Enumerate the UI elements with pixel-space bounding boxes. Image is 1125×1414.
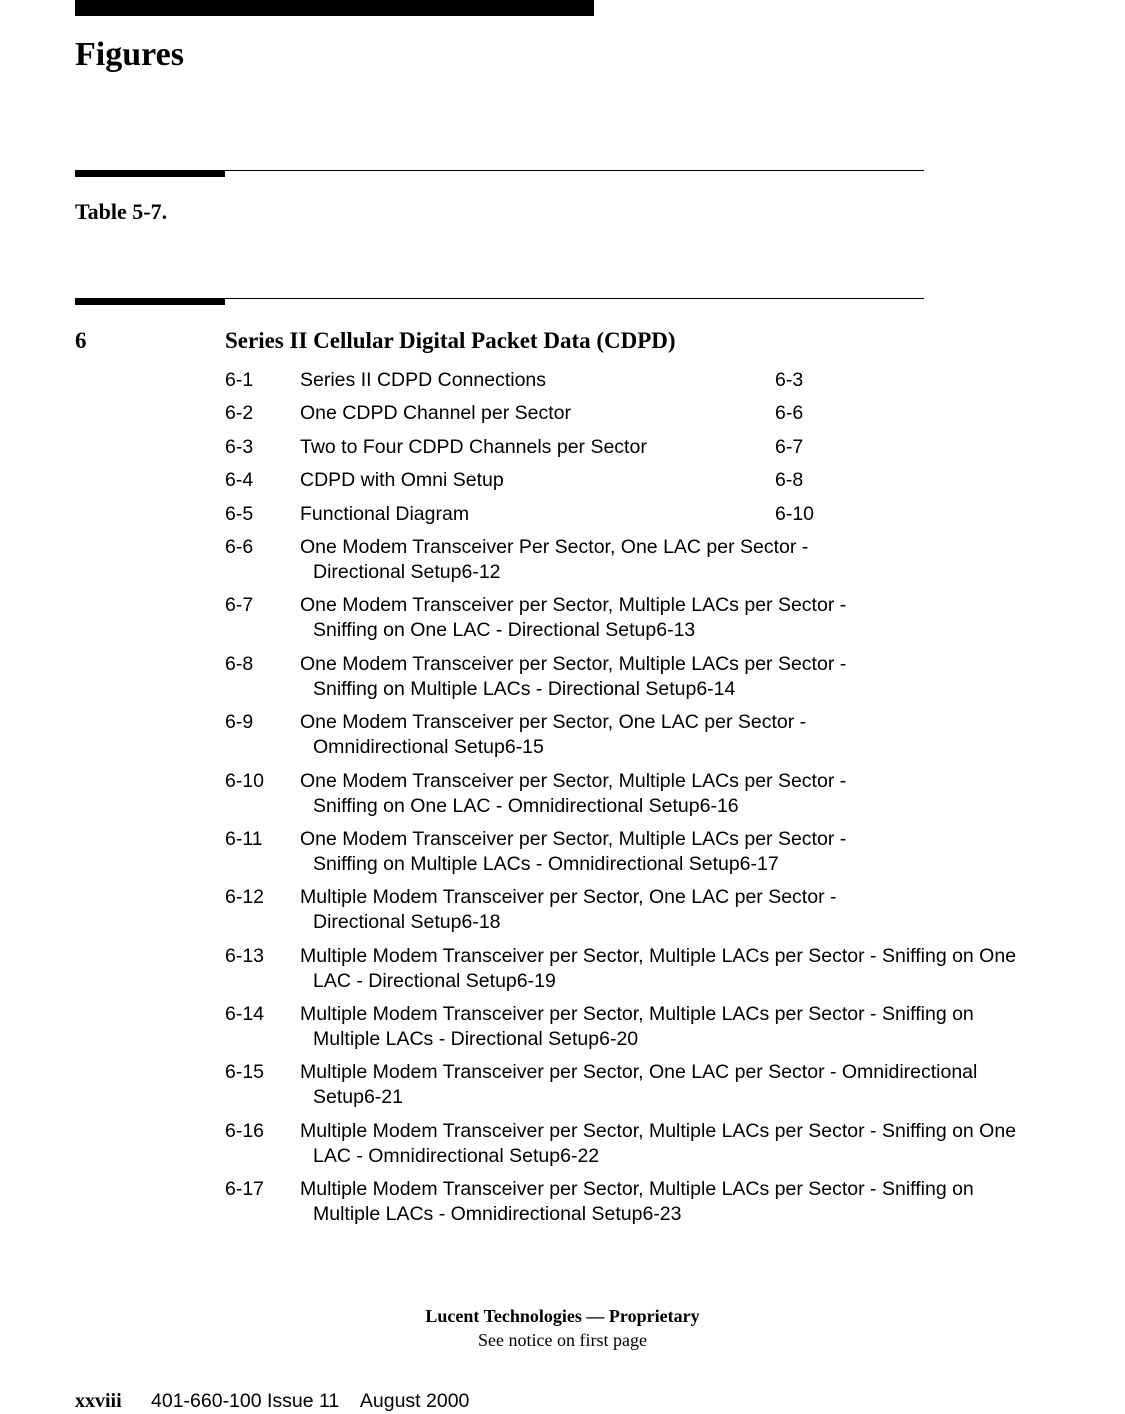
figure-title: Multiple Modem Transceiver per Sector, Multiple LACs per Sector - Sniffing on One [300,1119,1017,1142]
figure-entry [225,1119,1105,1177]
header-bar [75,0,594,16]
figure-number: 6-13 [225,944,265,967]
figure-number: 6-12 [225,886,265,909]
figure-title: Multiple Modem Transceiver per Sector, Multiple LACs per Sector - Sniffing on One [300,944,1017,967]
figure-title-continued: Sniffing on Multiple LACs - Directional Setup6-14 [313,677,736,700]
figure-entry [225,401,1105,434]
figure-entry [225,827,1105,885]
figure-entry [225,769,1105,827]
figure-entry [225,593,1105,651]
figure-title-continued: Setup6-21 [313,1086,403,1109]
figure-number: 6-10 [225,769,265,792]
footer-page-number: xxviii [75,1390,122,1412]
figure-entry [225,1060,1105,1118]
figure-title: One Modem Transceiver per Sector, Multiple LACs per Sector - [300,827,847,850]
chapter-rule-thin [225,298,924,299]
figure-page-ref: 6-8 [775,469,804,492]
figure-entry [225,502,1105,535]
figure-title-continued: Multiple LACs - Directional Setup6-20 [313,1028,639,1051]
figure-number: 6-11 [225,827,263,850]
figure-number: 6-8 [225,652,254,675]
figure-title-continued: Directional Setup6-18 [313,911,501,934]
figure-entry [225,435,1105,468]
figure-page-ref: 6-3 [775,369,804,391]
figure-entry [225,368,1105,401]
footer-company: Lucent Technologies — Proprietary [425,1306,700,1326]
figure-number: 6-7 [225,594,254,617]
figure-title: One Modem Transceiver per Sector, One LAC per Sector - [300,711,807,734]
figure-page-ref: 6-7 [775,435,804,458]
figure-entry [225,1002,1105,1060]
figure-title: One Modem Transceiver per Sector, Multiple LACs per Sector - [300,769,847,792]
figure-entry [225,652,1105,710]
figure-title: Series II CDPD Connections [300,369,547,391]
figure-number: 6-3 [225,435,254,458]
chapter-title: Series II Cellular Digital Packet Data (CDPD) [225,328,676,353]
figure-entry [225,468,1105,501]
figure-title: Two to Four CDPD Channels per Sector [300,435,647,458]
figure-title-continued: Sniffing on One LAC - Omnidirectional Setup6-16 [313,794,739,817]
figure-title-continued: Directional Setup6-12 [313,560,501,583]
figure-title: Multiple Modem Transceiver per Sector, Multiple LACs per Sector - Sniffing on [300,1003,974,1026]
page-heading: Figures [75,36,184,73]
section-rule-thin [225,170,924,171]
figure-entry [225,1177,1105,1235]
figure-title-continued: LAC - Omnidirectional Setup6-22 [313,1144,600,1167]
table-label: Table 5-7. [75,199,168,224]
figure-title-continued: Sniffing on One LAC - Directional Setup6-13 [313,619,696,642]
figure-title: Multiple Modem Transceiver per Sector, One LAC per Sector - Omnidirectional [300,1061,978,1084]
figure-title: Multiple Modem Transceiver per Sector, Multiple LACs per Sector - Sniffing on [300,1178,974,1201]
figure-title-continued: Multiple LACs - Omnidirectional Setup6-23 [313,1203,682,1226]
figure-number: 6-15 [225,1061,265,1084]
figure-number: 6-17 [225,1178,265,1201]
figure-number: 6-5 [225,502,254,525]
figure-page-ref: 6-10 [775,502,815,525]
figure-entry [225,535,1105,593]
figure-title: Functional Diagram [300,502,470,525]
figure-number: 6-14 [225,1003,265,1026]
figure-list [225,368,1105,1236]
figure-number: 6-6 [225,535,254,558]
footer-notice: See notice on first page [478,1330,647,1350]
figure-entry [225,944,1105,1002]
figure-number: 6-16 [225,1119,265,1142]
figure-title-continued: LAC - Directional Setup6-19 [313,969,556,992]
chapter-rule-thick [75,298,225,305]
figure-page-ref: 6-6 [775,402,804,425]
figure-title: One Modem Transceiver per Sector, Multiple LACs per Sector - [300,652,847,675]
figure-number: 6-4 [225,469,254,492]
chapter-number: 6 [75,328,87,353]
figure-title: One CDPD Channel per Sector [300,402,571,425]
figure-title: Multiple Modem Transceiver per Sector, One LAC per Sector - [300,886,837,909]
figure-title: CDPD with Omni Setup [300,469,504,492]
figure-entry [225,710,1105,768]
figure-title-continued: Sniffing on Multiple LACs - Omnidirectional Setup6-17 [313,852,779,875]
figure-number: 6-2 [225,402,254,425]
figure-number: 6-9 [225,711,254,734]
figure-number: 6-1 [225,369,254,391]
figure-entry [225,885,1105,943]
figure-title: One Modem Transceiver per Sector, Multiple LACs per Sector - [300,594,847,617]
figure-title: One Modem Transceiver Per Sector, One LAC per Sector - [300,535,809,558]
figure-title-continued: Omnidirectional Setup6-15 [313,736,544,759]
section-rule-thick [75,170,225,177]
footer-doc-info: 401-660-100 Issue 11 August 2000 [151,1390,470,1412]
